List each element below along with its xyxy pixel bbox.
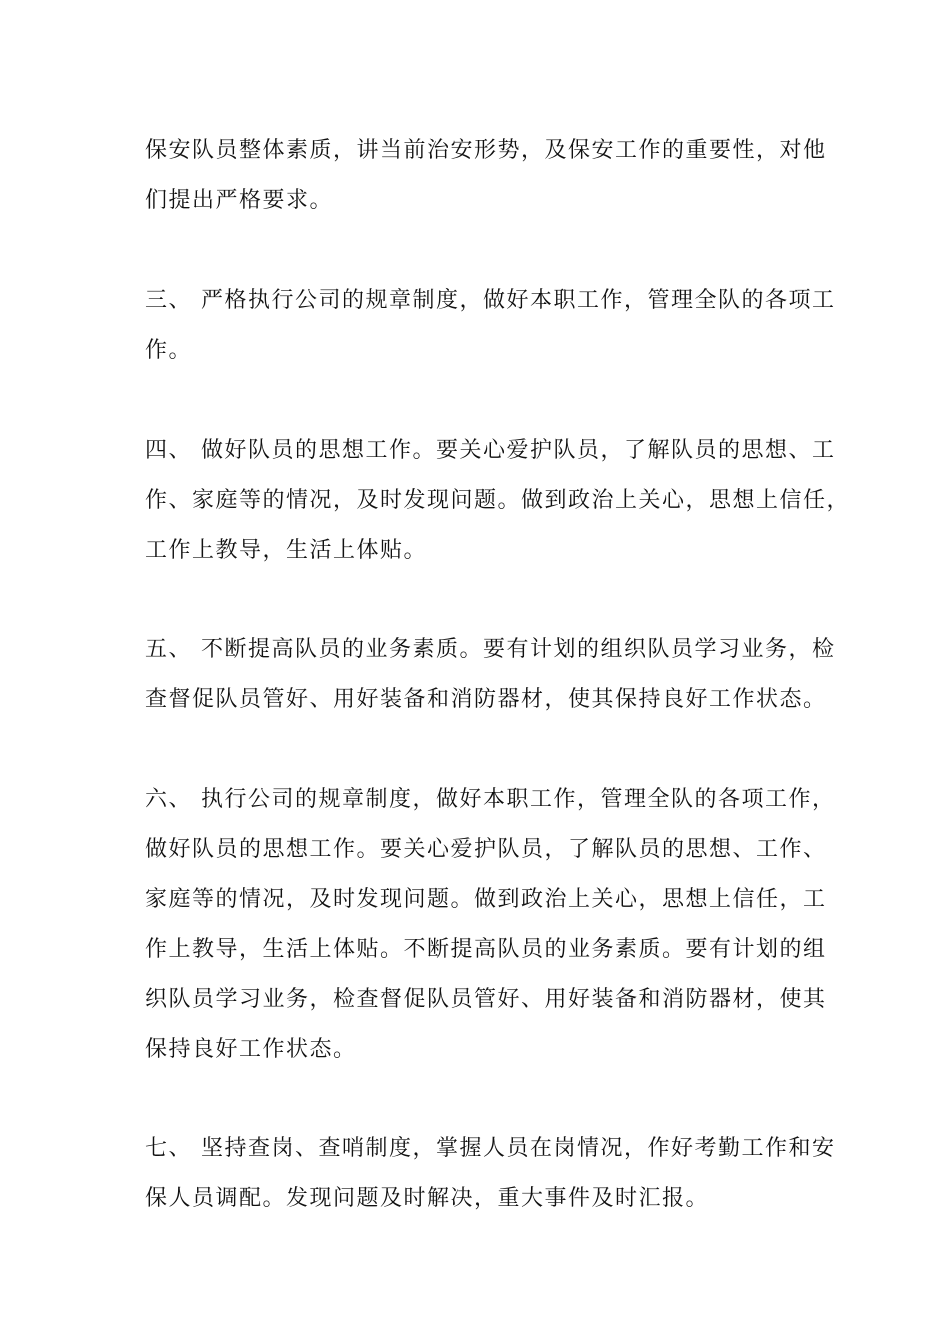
paragraph-number: 三、 [145,288,193,313]
paragraph-3-line-1: 三、 严格执行公司的规章制度，做好本职工作，管理全队的各项工 [145,286,836,316]
paragraph-3-line-2: 作。 [145,338,193,363]
paragraph-5-line-2: 查督促队员管好、用好装备和消防器材，使其保持良好工作状态。 [145,687,827,712]
paragraph-4-line-1: 四、 做好队员的思想工作。要关心爱护队员，了解队员的思想、工 [145,436,836,466]
paragraph-6-line-1: 六、 执行公司的规章制度，做好本职工作，管理全队的各项工作， [145,785,836,815]
paragraph-1-line-2: 们提出严格要求。 [145,188,334,213]
paragraph-number: 六、 [145,787,193,812]
paragraph-number: 四、 [145,438,193,463]
paragraph-6-line-2: 做好队员的思想工作。要关心爱护队员，了解队员的思想、工作、 [145,837,827,862]
paragraph-7-line-1: 七、 坚持查岗、查哨制度，掌握人员在岗情况，作好考勤工作和安 [145,1134,836,1164]
paragraph-6-line-3: 家庭等的情况，及时发现问题。做到政治上关心，思想上信任，工 [145,887,827,912]
paragraph-number: 七、 [145,1136,193,1161]
paragraph-6-line-6: 保持良好工作状态。 [145,1037,357,1062]
paragraph-7-line-2: 保人员调配。发现问题及时解决，重大事件及时汇报。 [145,1186,710,1211]
paragraph-4-line-3: 工作上教导，生活上体贴。 [145,538,428,563]
paragraph-4-line-2: 作、家庭等的情况，及时发现问题。做到政治上关心，思想上信任， [145,488,851,513]
paragraph-1-line-1: 保安队员整体素质，讲当前治安形势，及保安工作的重要性，对他 [145,138,827,163]
paragraph-number: 五、 [145,637,193,662]
paragraph-5-line-1: 五、 不断提高队员的业务素质。要有计划的组织队员学习业务，检 [145,635,836,665]
paragraph-6-line-5: 织队员学习业务，检查督促队员管好、用好装备和消防器材，使其 [145,987,827,1012]
paragraph-6-line-4: 作上教导，生活上体贴。不断提高队员的业务素质。要有计划的组 [145,937,827,962]
